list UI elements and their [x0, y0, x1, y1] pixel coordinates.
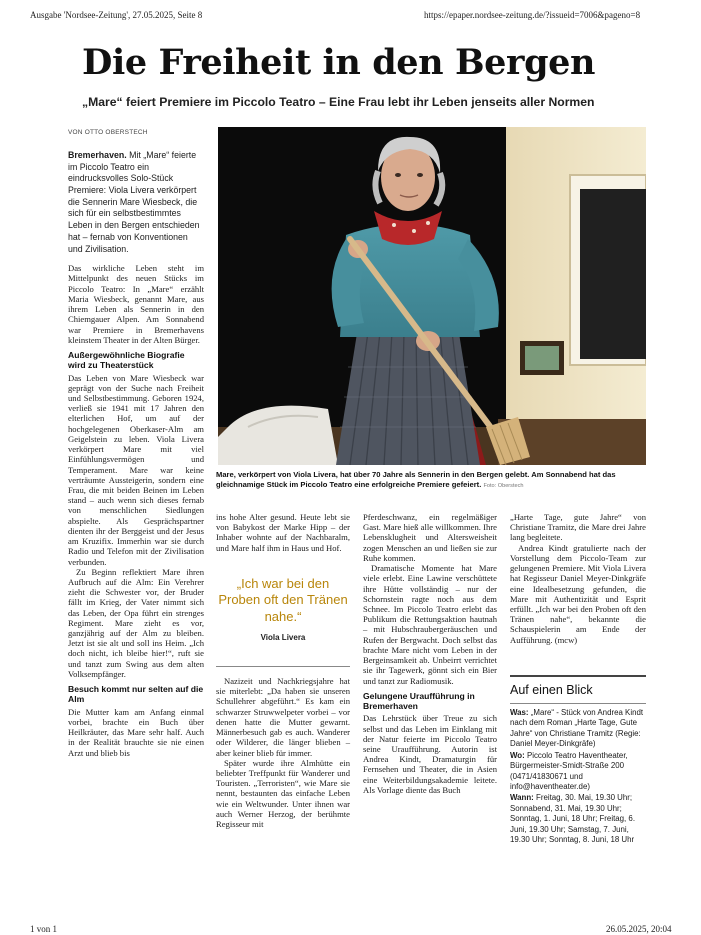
print-header-source: Ausgabe 'Nordsee-Zeitung', 27.05.2025, Seite 8: [30, 10, 203, 20]
pull-quote: [216, 576, 350, 642]
infobox: [510, 708, 646, 846]
infobox-wann: [510, 793, 646, 845]
actress-with-broom-illustration: [218, 127, 646, 465]
article-paragraph: Zu Beginn reflektiert Mare ihren Aufbruch auf die Alm: Ein Verehrer zieht die Schwester vor, der Bruder fällt im Krieg, der Vater nimmt sich das Leben, der Opa führt ein strenges Regiment. Mare zieht es vor, ganzjährig auf der Alm zu bleiben. Jetzt ist sie alt und soll ins Heim. „Ich doch nicht, ich bleibe hier!“, ruft sie und tanzt zum Swing aus dem alten Volksempfänger.: [68, 566, 204, 679]
article-column-2-continued: [216, 676, 350, 829]
article-paragraph: Pferdeschwanz, ein regelmäßiger Gast. Mare hieß alle willkommen. Ihre Lebensklugheit und Altersweisheit zogen Menschen an und ließen sie zur Ruhe kommen.: [363, 512, 497, 563]
lead-text: Mit „Mare“ feierte im Piccolo Teatro ein eindrucksvolles Solo-Stück Premiere: Viola Livera verkörpert die Sennerin Mare Wiesbeck, die sich für ein selbstbestimmtes Leben in den Bergen entschieden hat – fernab von Konventionen und Zivilisation.: [68, 150, 200, 254]
infobox-title: Auf einen Blick: [510, 683, 593, 697]
infobox-top-rule: [510, 675, 646, 677]
quote-divider: [216, 666, 350, 667]
article-paragraph: Das Leben von Mare Wiesbeck war geprägt von der Suche nach Freiheit und Selbstbestimmung. Geboren 1924, verließ sie 1941 mit 17 Jahren den elterlichen Hof, um auf der hochgelegenen Oberkaser-Alm am Geigelstein zu leben. Viola Livera verkörpert Mare mit viel Einfühlungsvermögen und Temperament. Mare war keine verträumte Aussteigerin, sondern eine Frau, die mit beiden Beinen im Leben stand – auch wenn sich dieses fernab von menschlichen Siedlungen abspielte. Als Gesprächspartner dienten ihr der Berggeist und der Jesus am Kruzifix. Immerhin war sie durch Radio und Telefon mit der Zivilisation verbunden.: [68, 372, 204, 567]
infobox-wann-label: Wann:: [510, 793, 534, 803]
print-header-url: https://epaper.nordsee-zeitung.de/?issueid=7006&pageno=8: [424, 10, 641, 20]
article-paragraph: Die Mutter kam am Anfang einmal vorbei, brachte ein Buch über Heilkräuter, das Mare sehr half. Auch in der Realität brauchte sie nie einen Arzt und blieb bis: [68, 706, 204, 758]
print-footer-date: 26.05.2025, 20:04: [606, 924, 672, 934]
article-lead: [68, 150, 204, 255]
article-paragraph: ins hohe Alter gesund. Heute lebt sie von Babykost der Marke Hipp – der Inhaber wohnte auf der Nachbaralm, und Mare half ihm in Haus und Hof.: [216, 512, 350, 553]
article-headline: Die Freiheit in den Bergen: [82, 42, 596, 83]
article-byline: VON OTTO OBERSTECH: [68, 129, 148, 136]
article-column-1: [68, 150, 204, 758]
photo-caption-text: Mare, verkörpert von Viola Livera, hat über 70 Jahre als Sennerin in den Bergen gelebt. Am Sonnabend hat das gleichnamige Stück im Piccolo Teatro eine erfolgreiche Premiere gefeiert.: [216, 470, 616, 490]
article-paragraph: Andrea Kindt gratulierte nach der Vorstellung dem Piccolo-Team zur gelungenen Premiere. Mit Viola Livera hat Regisseur Daniel Meyer-Dinkgräfe eine Idealbesetzung gefunden, die Mare mit Authentizität und Esprit erfüllt. „Ich war bei den Proben oft den Tränen nahe“, bekannte die Schauspielerin am Ende der Aufführung. (mcw): [510, 542, 646, 645]
infobox-wo: [510, 751, 646, 793]
article-paragraph: Nazizeit und Nachkriegsjahre hat sie miterlebt: „Da haben sie unseren Schullehrer abgeführt.“ Es kam ein schwarzer Struwwelpeter vorbei – vor denen hatte die Mutter gewarnt. Männerbesuch gab es auch. Wanderer oder Wilderer, die länger blieben – aber keiner blieb für immer.: [216, 676, 350, 758]
section-heading-biografie: Außergewöhnliche Biografie wird zu Theaterstück: [68, 349, 185, 371]
infobox-title-rule: [510, 703, 646, 704]
article-paragraph: Das wirkliche Leben steht im Mittelpunkt des neuen Stücks im Piccolo Teatro: In „Mare“ erzählt Maria Wiesbeck, genannt Mare, aus ihrem Leben als Sennerin in den Chiemgauer Alpen. Am Sonnabend war Premiere in Bremerhavens kleinstem Theater in der Alten Bürger.: [68, 263, 204, 345]
article-column-3: [363, 512, 497, 795]
infobox-wann-text: Freitag, 30. Mai, 19.30 Uhr; Sonnabend, 31. Mai, 19.30 Uhr; Sonntag, 1. Juni, 18 Uhr; Freitag, 6. Juni, 19.30 Uhr; Samstag, 7. Juni, 19.30 Uhr; Sonntag, 8. Juni, 18 Uhr: [510, 793, 636, 845]
print-footer-page: 1 von 1: [30, 924, 57, 934]
photo-credit: Foto: Oberstech: [483, 483, 524, 490]
article-paragraph: Dramatische Momente hat Mare viele erlebt. Eine Lawine verschüttete ihre Hütte vollständig – nur der Schornstein ragte noch aus dem Schnee. Im Piccolo Teatro erlebt das Publikum die Rettungsaktion hautnah – mit Hubschraubergeräuschen und Rufen der Bergwacht. Doch selbst das brachte Mare nicht vom Leben in der Bergeinsamkeit ab. Unbeirrt verrichtet sie ihr Tagewerk, gönnt sich ein Bier und tanzt zur Radiomusik.: [363, 563, 497, 686]
article-column-2: [216, 512, 350, 553]
article-paragraph: Das Lehrstück über Treue zu sich selbst und das Leben im Einklang mit der Natur feierte im Piccolo Teatro seine Uraufführung. Autorin ist Andrea Kindt, Dramaturgin für Fernsehen und Theater, die in Asien eine Weiterbildungsakademie leitete. Als Vorlage diente das Buch: [363, 713, 497, 795]
infobox-was: [510, 708, 646, 750]
infobox-wo-text: Piccolo Teatro Haventheater, Bürgermeister-Smidt-Straße 200 (0471/41830671 und info@haventheater.de): [510, 750, 628, 791]
photo-caption: [216, 470, 648, 491]
section-heading-besuch: Besuch kommt nur selten auf die Alm: [68, 684, 204, 705]
article-paragraph: Später wurde ihre Almhütte ein beliebter Treffpunkt für Wanderer und Touristen. „Terroristen“, wie Mare sie nennt, bestaunten das einfache Leben wie ein Weltwunder. Unter ihnen war auch Werner Herzog, der berühmte Regisseur mit: [216, 757, 350, 830]
article-paragraph: „Harte Tage, gute Jahre“ von Christiane Tramitz, die Mare drei Jahre lang begleitete.: [510, 512, 646, 543]
lead-dateline: Bremerhaven.: [68, 150, 127, 160]
infobox-was-label: Was:: [510, 708, 529, 717]
article-subheadline: „Mare“ feiert Premiere im Piccolo Teatro – Eine Frau lebt ihr Leben jenseits aller Normen: [82, 95, 595, 109]
infobox-wo-label: Wo:: [510, 750, 525, 760]
pull-quote-author: Viola Livera: [260, 632, 306, 642]
article-photo: [218, 127, 646, 465]
pull-quote-text: „Ich war bei den Proben oft den Tränen nahe.“: [218, 576, 348, 624]
infobox-was-text: „Mare“ - Stück von Andrea Kindt nach dem Roman „Harte Tage, Gute Jahre“ von Christiane Tramitz (Regie: Daniel Meyer-Dinkgräfe): [510, 708, 644, 749]
article-column-4: [510, 512, 646, 645]
section-heading-urauffuehrung: Gelungene Uraufführung in Bremerhaven: [363, 690, 475, 712]
